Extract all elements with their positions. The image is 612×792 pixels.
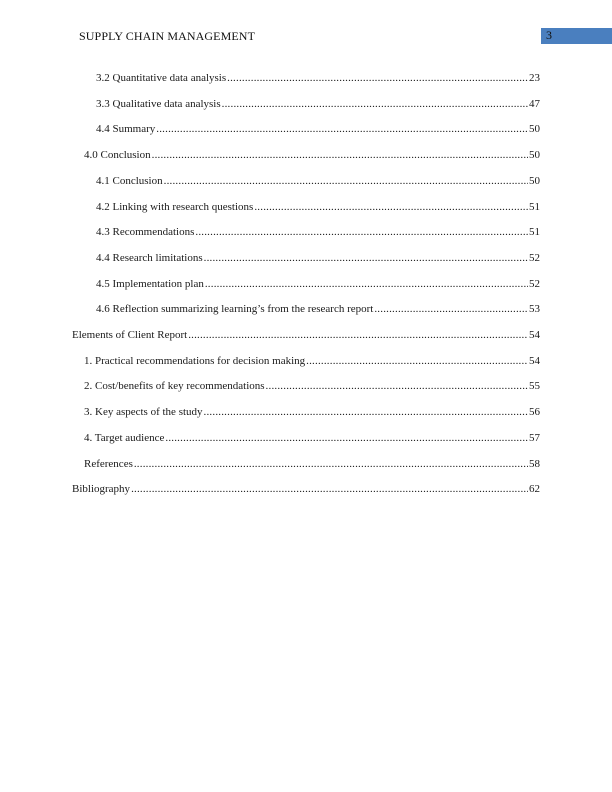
toc-dot-leader [134, 457, 528, 471]
toc-dot-leader [374, 302, 528, 316]
toc-entry-page: 52 [529, 252, 540, 264]
page-number: 3 [546, 28, 552, 42]
toc-dot-leader [164, 174, 528, 188]
toc-entry-page: 58 [529, 458, 540, 470]
toc-dot-leader [165, 431, 528, 445]
toc-dot-leader [131, 482, 528, 496]
toc-entry-label: 4.0 Conclusion [84, 149, 151, 161]
toc-entry-page: 62 [529, 483, 540, 495]
toc-entry[interactable] [96, 225, 540, 239]
toc-entry-label: 3. Key aspects of the study [84, 406, 203, 418]
toc-entry-label: 1. Practical recommendations for decision making [84, 355, 306, 367]
toc-entry-label: Bibliography [72, 483, 131, 495]
toc-entry-label: 4.4 Summary [96, 123, 156, 135]
toc-entry[interactable] [72, 328, 540, 342]
toc-entry[interactable] [84, 379, 540, 393]
toc-entry-label: 3.2 Quantitative data analysis [96, 72, 227, 84]
toc-entry-page: 54 [529, 329, 540, 341]
toc-entry-label: 4.1 Conclusion [96, 175, 163, 187]
toc-dot-leader [227, 71, 528, 85]
toc-dot-leader [195, 225, 528, 239]
toc-entry-page: 56 [529, 406, 540, 418]
header-title: SUPPLY CHAIN MANAGEMENT [79, 29, 255, 43]
toc-entry[interactable] [96, 200, 540, 214]
toc-entry-page: 50 [529, 123, 540, 135]
toc-dot-leader [222, 97, 528, 111]
toc-entry-label: 4.5 Implementation plan [96, 278, 204, 290]
toc-entry[interactable] [84, 148, 540, 162]
toc-entry[interactable] [72, 482, 540, 496]
toc-dot-leader [266, 379, 528, 393]
toc-entry-page: 47 [529, 98, 540, 110]
toc-entry-label: 3.3 Qualitative data analysis [96, 98, 221, 110]
toc-entry-page: 52 [529, 278, 540, 290]
toc-entry-page: 54 [529, 355, 540, 367]
toc-entry[interactable] [96, 71, 540, 85]
toc-entry[interactable] [96, 302, 540, 316]
toc-entry-page: 55 [529, 380, 540, 392]
toc-entry[interactable] [84, 405, 540, 419]
toc-dot-leader [306, 354, 528, 368]
toc-entry[interactable] [84, 457, 540, 471]
toc-entry-label: Elements of Client Report [72, 329, 188, 341]
toc-dot-leader [205, 277, 528, 291]
toc-entry-label: 4. Target audience [84, 432, 165, 444]
running-header [0, 28, 612, 45]
toc-entry-label: 2. Cost/benefits of key recommendations [84, 380, 265, 392]
toc-dot-leader [188, 328, 528, 342]
toc-dot-leader [152, 148, 528, 162]
toc-entry-page: 57 [529, 432, 540, 444]
toc-entry-label: 4.4 Research limitations [96, 252, 203, 264]
toc-entry-page: 51 [529, 226, 540, 238]
toc-dot-leader [204, 405, 528, 419]
toc-entry[interactable] [96, 122, 540, 136]
toc-entry[interactable] [96, 174, 540, 188]
toc-dot-leader [254, 200, 528, 214]
page-number-box [541, 28, 612, 44]
toc-entry-label: References [84, 458, 133, 470]
toc-entry-label: 4.3 Recommendations [96, 226, 195, 238]
toc-entry[interactable] [96, 277, 540, 291]
toc-dot-leader [204, 251, 528, 265]
toc-entry[interactable] [96, 251, 540, 265]
toc-entry-page: 51 [529, 201, 540, 213]
toc-entry[interactable] [84, 431, 540, 445]
toc-dot-leader [156, 122, 528, 136]
toc-entry-label: 4.2 Linking with research questions [96, 201, 254, 213]
toc-entry[interactable] [96, 97, 540, 111]
toc-entry-page: 50 [529, 175, 540, 187]
toc-entry-page: 53 [529, 303, 540, 315]
toc-entry-page: 23 [529, 72, 540, 84]
toc-entry[interactable] [84, 354, 540, 368]
toc-entry-page: 50 [529, 149, 540, 161]
toc-entry-label: 4.6 Reflection summarizing learning’s from the research report [96, 303, 374, 315]
